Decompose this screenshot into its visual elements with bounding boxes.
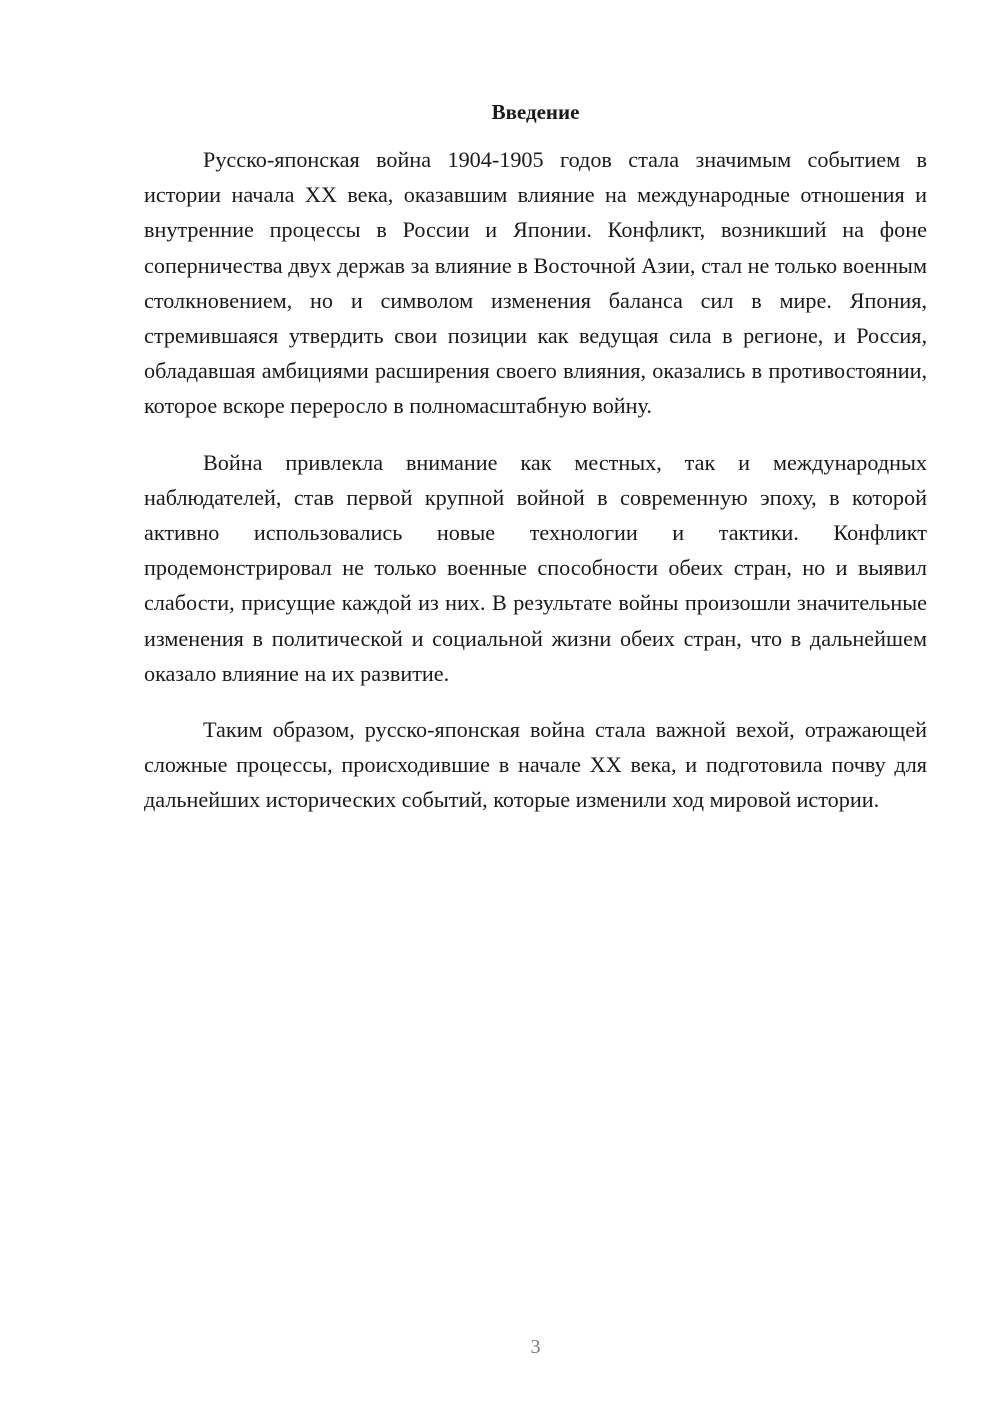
paragraph-1: Русско-японская война 1904-1905 годов стала значимым событием в истории начала XX века, оказавшим влияние на международные отношения и внутренние процессы в России и Японии. Конфликт, возникший на фоне соперничества двух держав за влияние в Восточной Азии, стал не только военным столкновением, но и символом изменения баланса сил в мире. Япония, стремившаяся утвердить свои позиции как ведущая сила в регионе, и Россия, обладавшая амбициями расширения своего влияния, оказались в противостоянии, которое вскоре переросло в полномасштабную войну.: [144, 147, 927, 419]
section-title: Введение: [491, 100, 580, 124]
body-text: [144, 142, 927, 818]
paragraph-2: Война привлекла внимание как местных, так и международных наблюдателей, став первой крупной войной в современную эпоху, в которой активно использовались новые технологии и тактики. Конфликт продемонстрировал не только военные способности обеих стран, но и выявил слабости, присущие каждой из них. В результате войны произошли значительные изменения в политической и социальной жизни обеих стран, что в дальнейшем оказало влияние на их развитие.: [144, 449, 927, 686]
paragraph-3: Таким образом, русско-японская война стала важной вехой, отражающей сложные процессы, происходившие в начале XX века, и подготовила почву для дальнейших исторических событий, которые изменили ход мировой истории.: [144, 717, 927, 813]
page-number: 3: [530, 1336, 541, 1358]
